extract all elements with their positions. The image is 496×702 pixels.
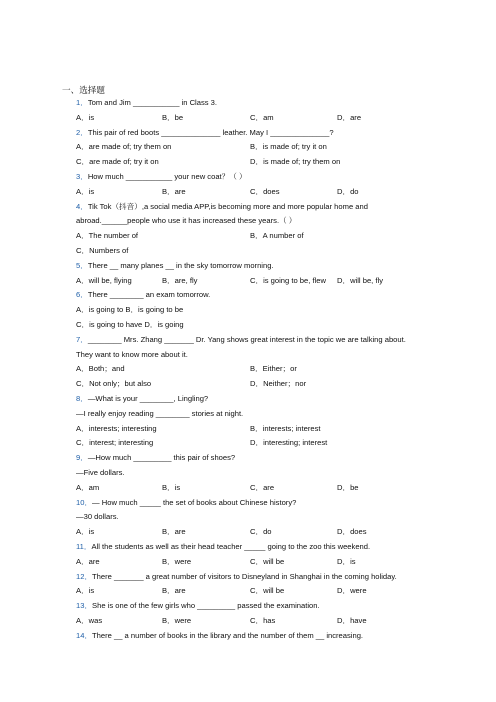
answer-option: C．is going to be, flew [250, 275, 326, 285]
answer-option: A．is [76, 186, 95, 196]
question-stem [76, 542, 370, 552]
question-stem [76, 261, 274, 271]
answer-options-row: C．is going to have D．is going [76, 320, 184, 329]
answer-option: D．be [337, 482, 359, 492]
question-number: 6． [76, 290, 88, 300]
answer-option: D．are [337, 112, 362, 122]
answer-option: C．are [250, 482, 275, 492]
question-text-continued: abroad.______people who use it has increased these years.（ ） [76, 216, 297, 226]
answer-option: C．will be [250, 586, 285, 596]
answer-option: C．Numbers of [76, 246, 129, 255]
question-text-continued: —Five dollars. [76, 468, 125, 477]
answer-option: B．were [162, 616, 192, 625]
question-text: Tom and Jim ___________ in Class 3. [87, 98, 217, 107]
answer-option: D．Neither；nor [250, 379, 307, 389]
answer-option: D．were [337, 586, 367, 596]
answer-option: A．will be, flying [76, 275, 132, 285]
answer-option: A．Both；and [76, 364, 125, 374]
answer-option: B．be [162, 112, 184, 122]
answer-option: C．has [250, 616, 276, 625]
question-number: 3． [76, 172, 88, 181]
answer-option: B．is made of; try it on [250, 142, 327, 152]
question-text: This pair of red boots ______________ leather. May I ______________? [87, 127, 334, 137]
answer-option: A．are [76, 556, 100, 566]
question-number: 5． [76, 260, 88, 270]
answer-option: C．interest; interesting [76, 438, 154, 448]
answer-option: B．are, fly [162, 275, 198, 285]
question-text: How much ___________ your new coat？（ ） [87, 172, 247, 181]
question-text: — How much _____ the set of books about Chinese history? [92, 497, 297, 507]
answer-option: B．were [162, 556, 192, 566]
section-title: 一、选择题 [62, 85, 105, 95]
answer-option: B．are [162, 186, 186, 196]
question-stem [76, 128, 334, 138]
answer-option: C．Not only；but also [76, 379, 152, 389]
answer-option: D．is [337, 556, 356, 566]
question-text: All the students as well as their head teacher _____ going to the zoo this weekend. [91, 542, 371, 551]
answer-option: D．does [337, 527, 367, 537]
answer-options-row: A．is going to B．is going to be [76, 305, 184, 315]
answer-option: C．are made of; try it on [76, 157, 159, 167]
question-stem [76, 335, 406, 345]
question-text: There _______ a great number of visitors to Disneyland in Shanghai in the coming holiday. [92, 571, 397, 581]
answer-option: A．was [76, 616, 103, 625]
answer-option: D．will be, fly [337, 275, 383, 285]
question-number: 4． [76, 201, 88, 211]
question-stem [76, 453, 235, 463]
answer-option: C．do [250, 527, 272, 537]
answer-option: A．is [76, 112, 95, 122]
question-number: 2． [76, 127, 88, 137]
answer-option: B．Either；or [250, 364, 297, 374]
answer-option: B．is [162, 482, 181, 492]
answer-option: A．The number of [76, 231, 139, 241]
question-text: There __ a number of books in the library and the number of them __ increasing. [92, 630, 364, 640]
answer-option: B．A number of [250, 231, 304, 241]
question-stem [76, 572, 397, 582]
question-text-continued: —I really enjoy reading ________ stories at night. [76, 408, 244, 418]
answer-option: C．will be [250, 556, 285, 566]
question-number: 11． [76, 542, 92, 551]
question-number: 10． [76, 497, 93, 507]
question-stem [76, 202, 368, 212]
question-stem [76, 498, 296, 508]
answer-option: A．is [76, 527, 95, 537]
answer-option: D．is made of; try them on [250, 157, 341, 167]
question-number: 8． [76, 394, 88, 403]
question-number: 9． [76, 453, 88, 463]
answer-option: A．is [76, 586, 95, 596]
question-stem [76, 394, 208, 404]
answer-option: D．have [337, 616, 367, 625]
question-text-continued: They want to know more about it. [76, 349, 188, 359]
question-stem [76, 98, 217, 108]
question-text: She is one of the few girls who _________ passed the examination. [92, 601, 320, 611]
question-stem [76, 290, 210, 300]
question-text-continued: —30 dollars. [76, 512, 119, 522]
question-stem [76, 172, 247, 182]
question-text: —What is your ________, Lingling? [87, 394, 209, 403]
answer-option: C．am [250, 112, 274, 122]
answer-option: C．does [250, 186, 280, 196]
question-text: ________ Mrs. Zhang _______ Dr. Yang shows great interest in the topic we are talking about. [87, 334, 406, 344]
question-text: —How much _________ this pair of shoes? [87, 453, 236, 463]
answer-option: D．interesting; interest [250, 438, 328, 448]
answer-option: A．am [76, 482, 100, 492]
question-text: There ________ an exam tomorrow. [87, 290, 211, 300]
question-number: 14． [76, 630, 93, 640]
answer-option: A．interests; interesting [76, 423, 157, 433]
question-stem [76, 601, 320, 611]
question-text: There __ many planes __ in the sky tomorrow morning. [87, 260, 274, 270]
answer-option: B．are [162, 586, 186, 596]
question-number: 12． [76, 571, 93, 581]
answer-option: B．interests; interest [250, 423, 321, 433]
question-stem [76, 631, 363, 641]
question-text: Tik Tok（抖音）,a social media APP,is becoming more and more popular home and [87, 201, 368, 211]
question-number: 1． [76, 98, 88, 107]
answer-option: D．do [337, 186, 359, 196]
question-number: 13． [76, 601, 93, 611]
answer-option: B．are [162, 527, 186, 537]
answer-option: A．are made of; try them on [76, 142, 172, 152]
question-number: 7． [76, 334, 88, 344]
